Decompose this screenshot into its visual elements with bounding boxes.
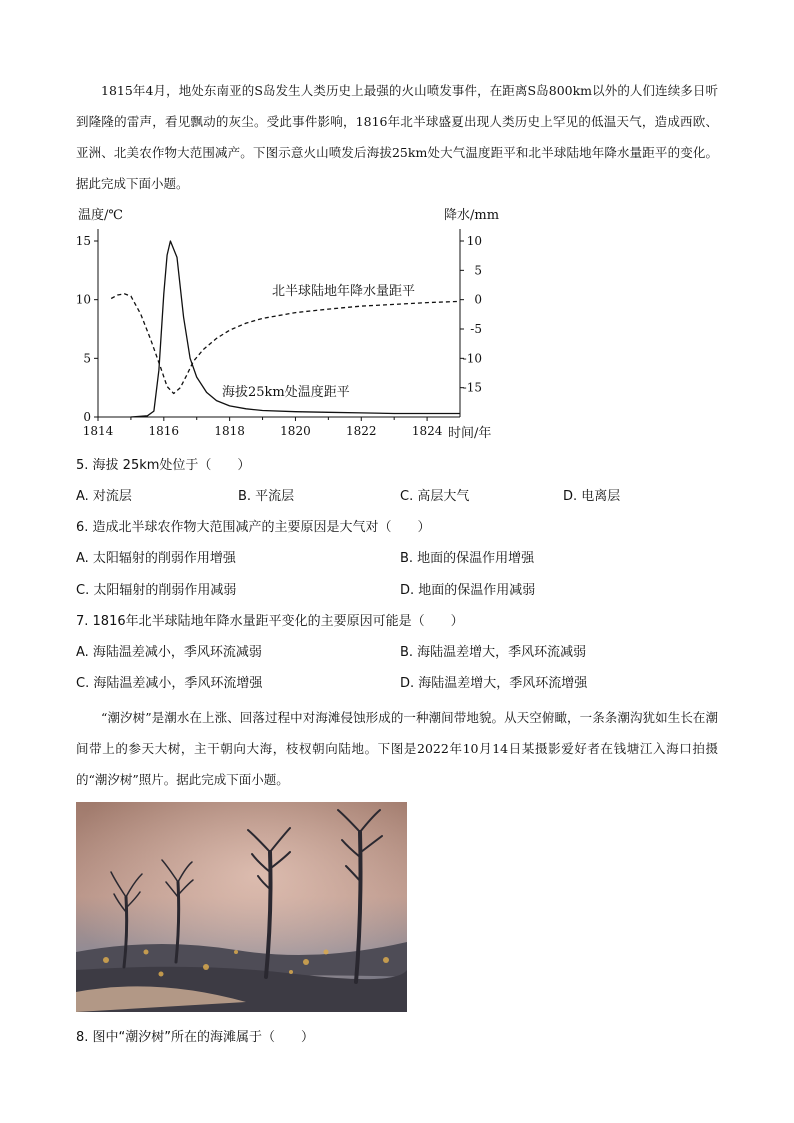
q5-option-b[interactable]: B. 平流层 bbox=[238, 489, 295, 504]
x-tick-label: 1818 bbox=[214, 424, 245, 438]
y-left-tick-label: 15 bbox=[76, 234, 91, 248]
intro-paragraph-1: 1815年4月，地处东南亚的S岛发生人类历史上最强的火山喷发事件，在距离S岛800km以外的人们连续多日听到隆隆的雷声，看见飘动的灰尘。受此事件影响，1816年北半球盛夏出现人类历史上罕见的低温天气，造成西欧、亚洲、北美农作物大范围减产。下图示意火山喷发后海拔25km处大气温度距平和北半球陆地年降水量距平的变化。据此完成下面小题。 bbox=[76, 83, 718, 191]
series-label-precip: 北半球陆地年降水量距平 bbox=[272, 284, 416, 299]
y-left-tick-label: 5 bbox=[83, 351, 91, 366]
question-7-stem: 7. 1816年北半球陆地年降水量距平变化的主要原因可能是（ ） bbox=[76, 614, 464, 629]
x-tick-label: 1824 bbox=[411, 424, 443, 438]
precipitation-anomaly-line bbox=[111, 294, 460, 394]
q7-option-a[interactable]: A. 海陆温差减小，季风环流减弱 bbox=[76, 645, 262, 660]
q6-option-c[interactable]: C. 太阳辐射的削弱作用减弱 bbox=[76, 583, 237, 598]
y-left-tick-label: 0 bbox=[83, 410, 91, 424]
q7-option-d[interactable]: D. 海陆温差增大，季风环流增强 bbox=[400, 676, 588, 691]
tidal-tree-photo bbox=[76, 802, 407, 1012]
x-tick-label: 1814 bbox=[82, 424, 114, 438]
y-right-tick-label: 5 bbox=[474, 263, 482, 278]
question-6-stem: 6. 造成北半球农作物大范围减产的主要原因是大气对（ ） bbox=[76, 520, 431, 535]
y-right-tick-label: -5 bbox=[470, 322, 482, 336]
q7-option-b[interactable]: B. 海陆温差增大，季风环流减弱 bbox=[400, 645, 587, 660]
y-right-tick-label: -15 bbox=[462, 380, 482, 395]
y-right-axis-label: 降水/mm bbox=[444, 208, 500, 223]
x-tick-label: 1822 bbox=[345, 424, 377, 438]
y-right-tick-label: 0 bbox=[474, 292, 482, 307]
q5-option-a[interactable]: A. 对流层 bbox=[76, 489, 132, 504]
y-right-tick-label: -10 bbox=[462, 351, 482, 366]
q6-option-a[interactable]: A. 太阳辐射的削弱作用增强 bbox=[76, 551, 236, 566]
q7-option-c[interactable]: C. 海陆温差减小，季风环流增强 bbox=[76, 676, 263, 691]
q6-option-b[interactable]: B. 地面的保温作用增强 bbox=[400, 551, 535, 566]
x-axis-label: 时间/年 bbox=[448, 426, 492, 441]
q6-option-d[interactable]: D. 地面的保温作用减弱 bbox=[400, 583, 536, 598]
y-left-tick-label: 10 bbox=[76, 292, 91, 307]
y-left-axis-label: 温度/℃ bbox=[78, 208, 123, 223]
question-5-stem: 5. 海拔 25km处位于（ ） bbox=[76, 458, 251, 473]
x-tick-label: 1816 bbox=[148, 424, 180, 438]
q5-option-c[interactable]: C. 高层大气 bbox=[400, 489, 470, 504]
intro-paragraph-2: “潮汐树”是潮水在上涨、回落过程中对海滩侵蚀形成的一种潮间带地貌。从天空俯瞰，一条条潮沟犹如生长在潮间带上的参天大树，主干朝向大海，枝杈朝向陆地。下图是2022年10月14日某摄影爱好者在钱塘江入海口拍摄的“潮汐树”照片。据此完成下面小题。 bbox=[76, 710, 718, 787]
volcano-chart bbox=[76, 203, 506, 443]
series-label-temp: 海拔25km处温度距平 bbox=[222, 385, 350, 400]
question-8-stem: 8. 图中“潮汐树”所在的海滩属于（ ） bbox=[76, 1030, 315, 1045]
y-right-tick-label: 10 bbox=[466, 234, 482, 248]
q5-option-d[interactable]: D. 电离层 bbox=[563, 489, 621, 504]
x-tick-label: 1820 bbox=[280, 424, 311, 438]
